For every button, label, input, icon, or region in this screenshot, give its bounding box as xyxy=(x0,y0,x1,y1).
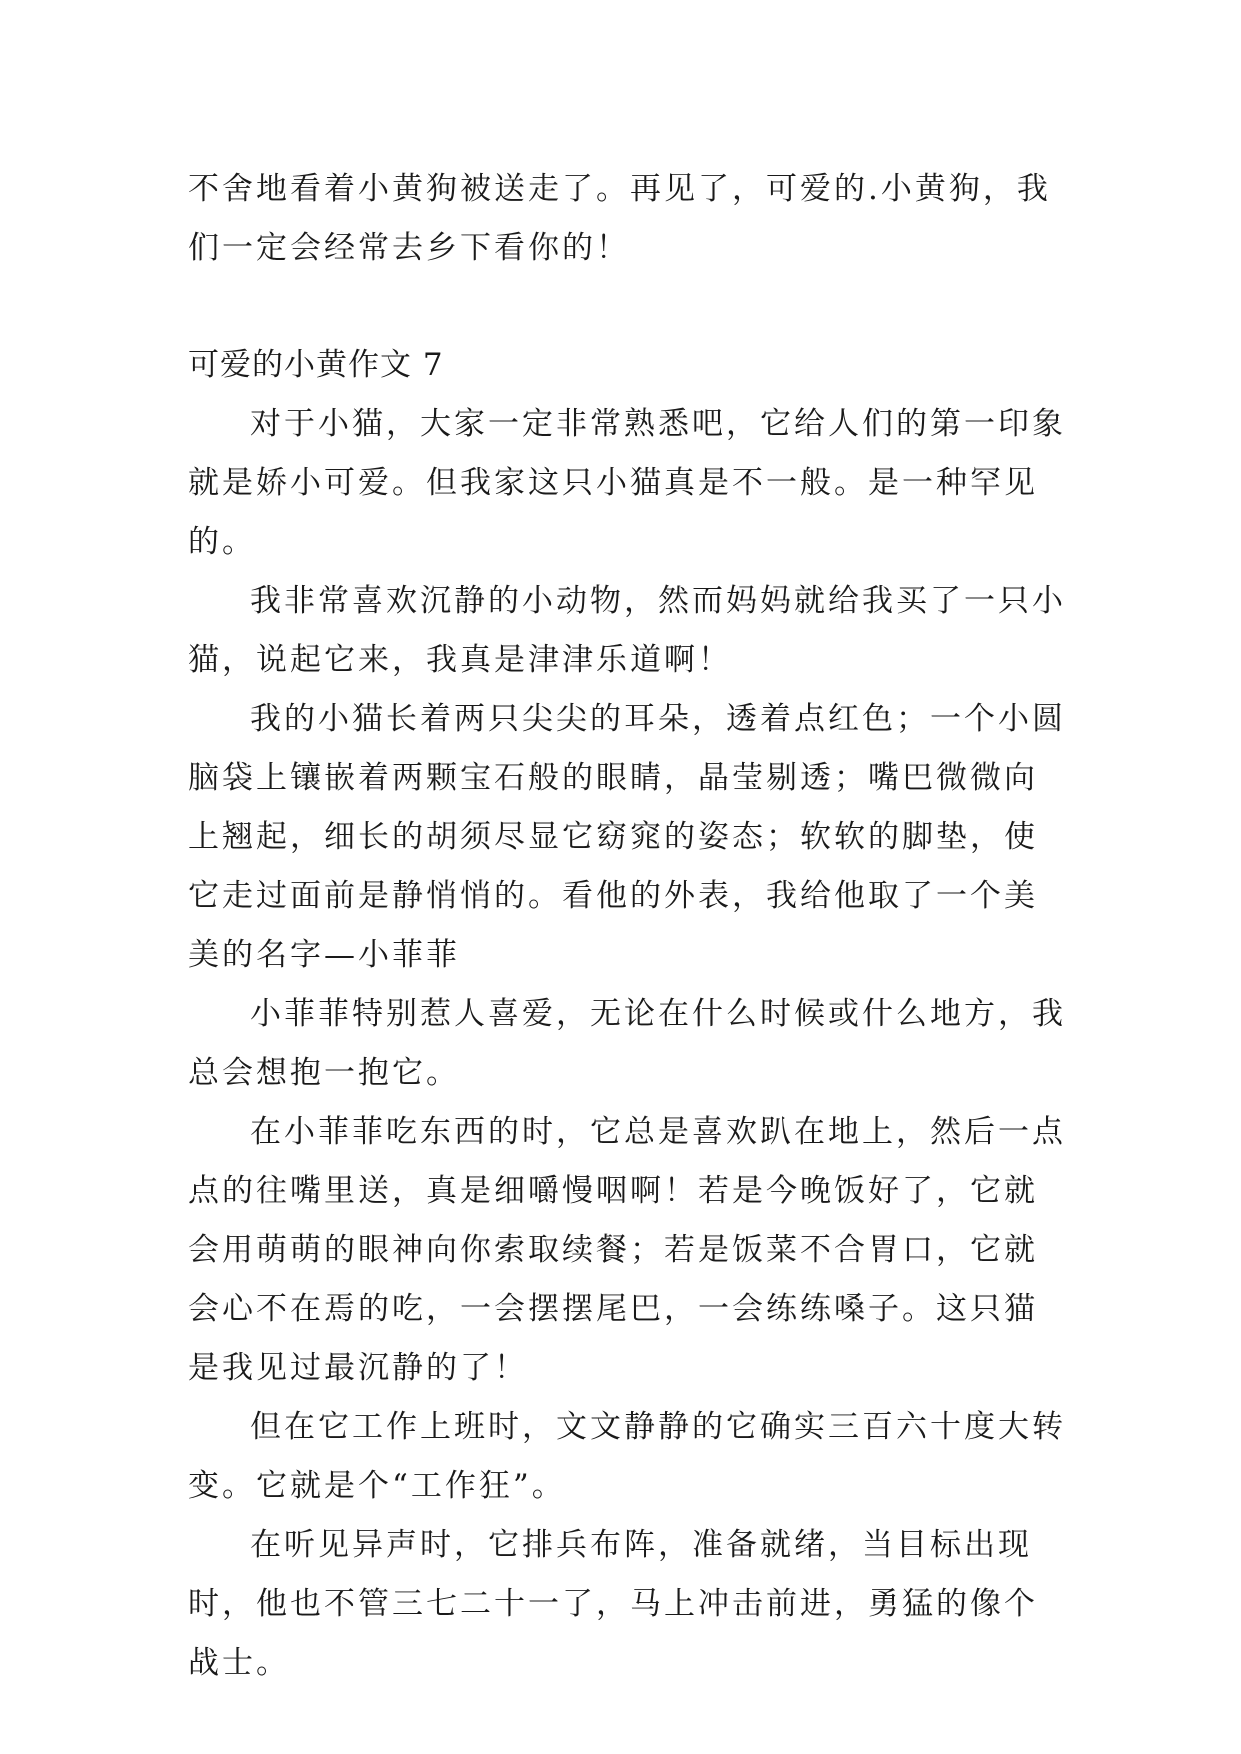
paragraph-7: 在听见异声时，它排兵布阵，准备就绪，当目标出现时，他也不管三七二十一了，马上冲击前进，勇猛的像个战士。 xyxy=(188,1527,1038,1681)
paragraph-3: 我的小猫长着两只尖尖的耳朵，透着点红色；一个小圆脑袋上镶嵌着两颗宝石般的眼睛，晶莹剔透；嘴巴微微向上翘起，细长的胡须尽显它窈窕的姿态；软软的脚垫，使它走过面前是静悄悄的。看他的外表，我给他取了一个美美的名字—小菲菲 xyxy=(188,701,1066,973)
paragraph-4: 小菲菲特别惹人喜爱，无论在什么时候或什么地方，我总会想抱一抱它。 xyxy=(188,996,1066,1091)
paragraph-1: 对于小猫，大家一定非常熟悉吧，它给人们的第一印象就是娇小可爱。但我家这只小猫真是不一般。是一种罕见的。 xyxy=(188,406,1066,560)
paragraph-6: 但在它工作上班时，文文静静的它确实三百六十度大转变。它就是个“工作狂”。 xyxy=(188,1409,1066,1504)
section-title: 可爱的小黄作文 7 xyxy=(188,347,444,383)
document-body xyxy=(188,160,1068,1693)
intro-paragraph: 不舍地看着小黄狗被送走了。再见了，可爱的.小黄狗，我们一定会经常去乡下看你的！ xyxy=(188,171,1051,266)
paragraph-2: 我非常喜欢沉静的小动物，然而妈妈就给我买了一只小猫，说起它来，我真是津津乐道啊！ xyxy=(188,583,1066,678)
paragraph-5: 在小菲菲吃东西的时，它总是喜欢趴在地上，然后一点点的往嘴里送，真是细嚼慢咽啊！若是今晚饭好了，它就会用萌萌的眼神向你索取续餐；若是饭菜不合胃口，它就会心不在焉的吃，一会摆摆尾巴，一会练练嗓子。这只猫是我见过最沉静的了！ xyxy=(188,1114,1066,1386)
